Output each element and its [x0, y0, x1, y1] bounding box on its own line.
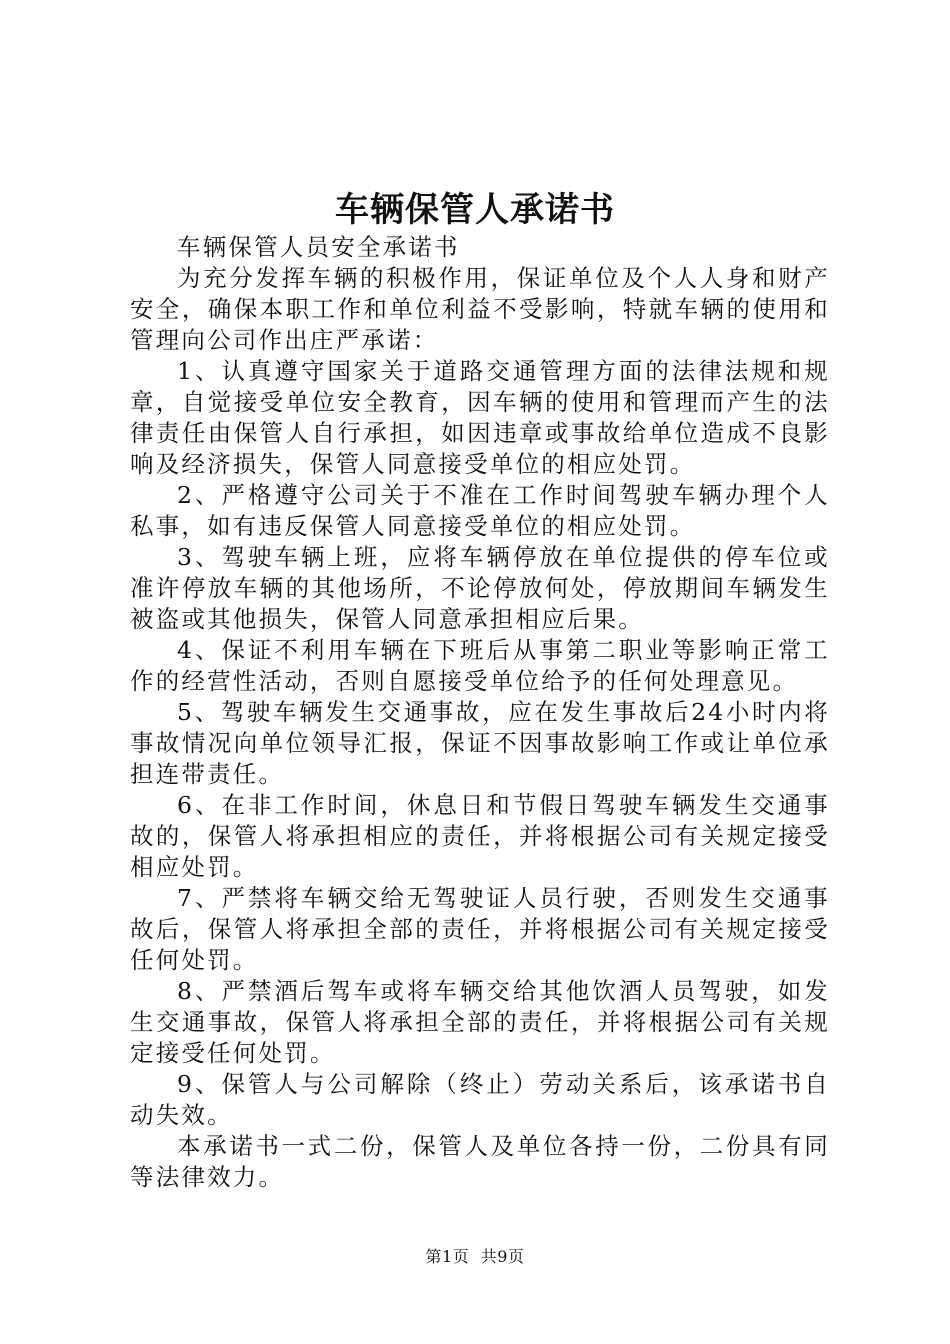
document-body [130, 232, 830, 1193]
paragraph-clause-6: 6、在非工作时间，休息日和节假日驾驶车辆发生交通事故的，保管人将承担相应的责任，并将根据公司有关规定接受相应处罚。 [130, 791, 830, 881]
paragraph-clause-5: 5、驾驶车辆发生交通事故，应在发生事故后24小时内将事故情况向单位领导汇报，保证不因事故影响工作或让单位承担连带责任。 [130, 698, 830, 788]
paragraph-clause-1: 1、认真遵守国家关于道路交通管理方面的法律法规和规章，自觉接受单位安全教育，因车辆的使用和管理而产生的法律责任由保管人自行承担，如因违章或事故给单位造成不良影响及经济损失，保管人同意接受单位的相应处罚。 [130, 357, 830, 478]
paragraph-clause-3: 3、驾驶车辆上班，应将车辆停放在单位提供的停车位或准许停放车辆的其他场所，不论停放何处，停放期间车辆发生被盗或其他损失，保管人同意承担相应后果。 [130, 543, 830, 633]
page-total: 共9页 [480, 1247, 525, 1266]
paragraph-clause-9: 9、保管人与公司解除（终止）劳动关系后，该承诺书自动失效。 [130, 1070, 830, 1129]
paragraph-clause-2: 2、严格遵守公司关于不准在工作时间驾驶车辆办理个人私事，如有违反保管人同意接受单位的相应处罚。 [130, 481, 830, 540]
paragraph-clause-8: 8、严禁酒后驾车或将车辆交给其他饮酒人员驾驶，如发生交通事故，保管人将承担全部的责任，并将根据公司有关规定接受任何处罚。 [130, 977, 830, 1067]
page-number: 第1页 [425, 1247, 470, 1266]
document-subtitle: 车辆保管人员安全承诺书 [177, 233, 460, 261]
document-title: 车辆保管人承诺书 [335, 190, 615, 230]
page-footer [0, 1244, 950, 1267]
paragraph-intro: 为充分发挥车辆的积极作用，保证单位及个人人身和财产安全，确保本职工作和单位利益不受影响，特就车辆的使用和管理向公司作出庄严承诺： [130, 264, 830, 354]
paragraph-closing: 本承诺书一式二份，保管人及单位各持一份，二份具有同等法律效力。 [130, 1132, 830, 1191]
paragraph-clause-7: 7、严禁将车辆交给无驾驶证人员行驶，否则发生交通事故后，保管人将承担全部的责任，并将根据公司有关规定接受任何处罚。 [130, 884, 830, 974]
paragraph-clause-4: 4、保证不利用车辆在下班后从事第二职业等影响正常工作的经营性活动，否则自愿接受单位给予的任何处理意见。 [130, 636, 830, 695]
